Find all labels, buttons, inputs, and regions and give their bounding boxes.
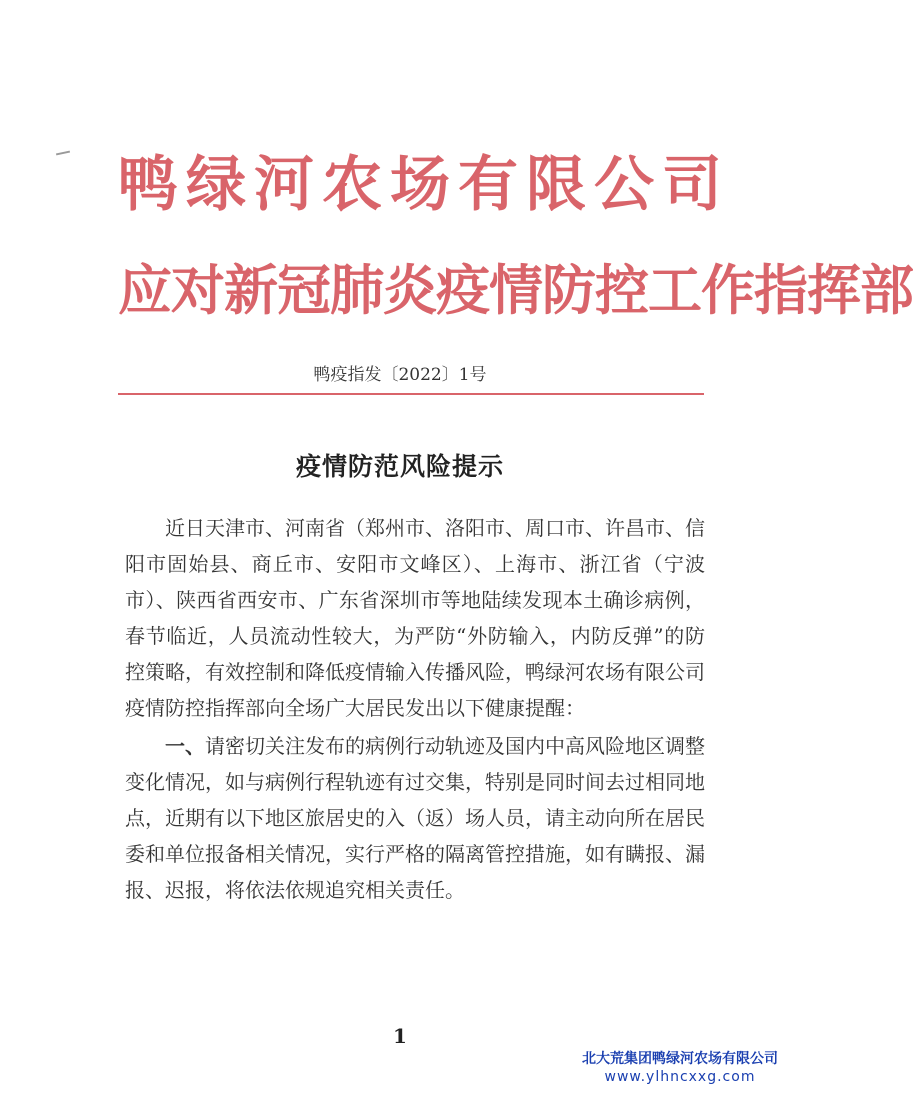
watermark-url[interactable]: www.ylhncxxg.com (604, 1069, 756, 1085)
intro-paragraph: 近日天津市、河南省（郑州市、洛阳市、周口市、许昌市、信阳市固始县、商丘市、安阳市文峰区）、上海市、浙江省（宁波市）、陕西省西安市、广东省深圳市等地陆续发现本土确诊病例，春节临近，人员流动性较大，为严防“外防输入，内防反弹”的防控策略，有效控制和降低疫情输入传播风险，鸭绿河农场有限公司疫情防控指挥部向全场广大居民发出以下健康提醒： (125, 516, 705, 720)
item-number: 一、 (165, 734, 205, 758)
item-text: 请密切关注发布的病例行动轨迹及国内中高风险地区调整变化情况，如与病例行程轨迹有过交集，特别是同时间去过相同地点，近期有以下地区旅居史的入（返）场人员，请主动向所在居民委和单位报备相关情况，实行严格的隔离管控措施，如有瞒报、漏报、迟报，将依法依规追究相关责任。 (125, 734, 705, 902)
page-number: 1 (393, 1024, 407, 1048)
scan-artifact (56, 151, 70, 156)
document-body (125, 510, 705, 908)
watermark-company: 北大荒集团鸭绿河农场有限公司 (582, 1051, 778, 1067)
document-title: 疫情防范风险提示 (295, 452, 504, 481)
issuing-department-name: 应对新冠肺炎疫情防控工作指挥部 (118, 258, 913, 322)
site-watermark (582, 1050, 778, 1086)
document-number: 鸭疫指发〔2022〕1号 (313, 365, 487, 385)
issuing-organization-name: 鸭绿河农场有限公司 (118, 150, 730, 220)
item-paragraph (125, 728, 705, 908)
red-header-rule (118, 393, 704, 395)
